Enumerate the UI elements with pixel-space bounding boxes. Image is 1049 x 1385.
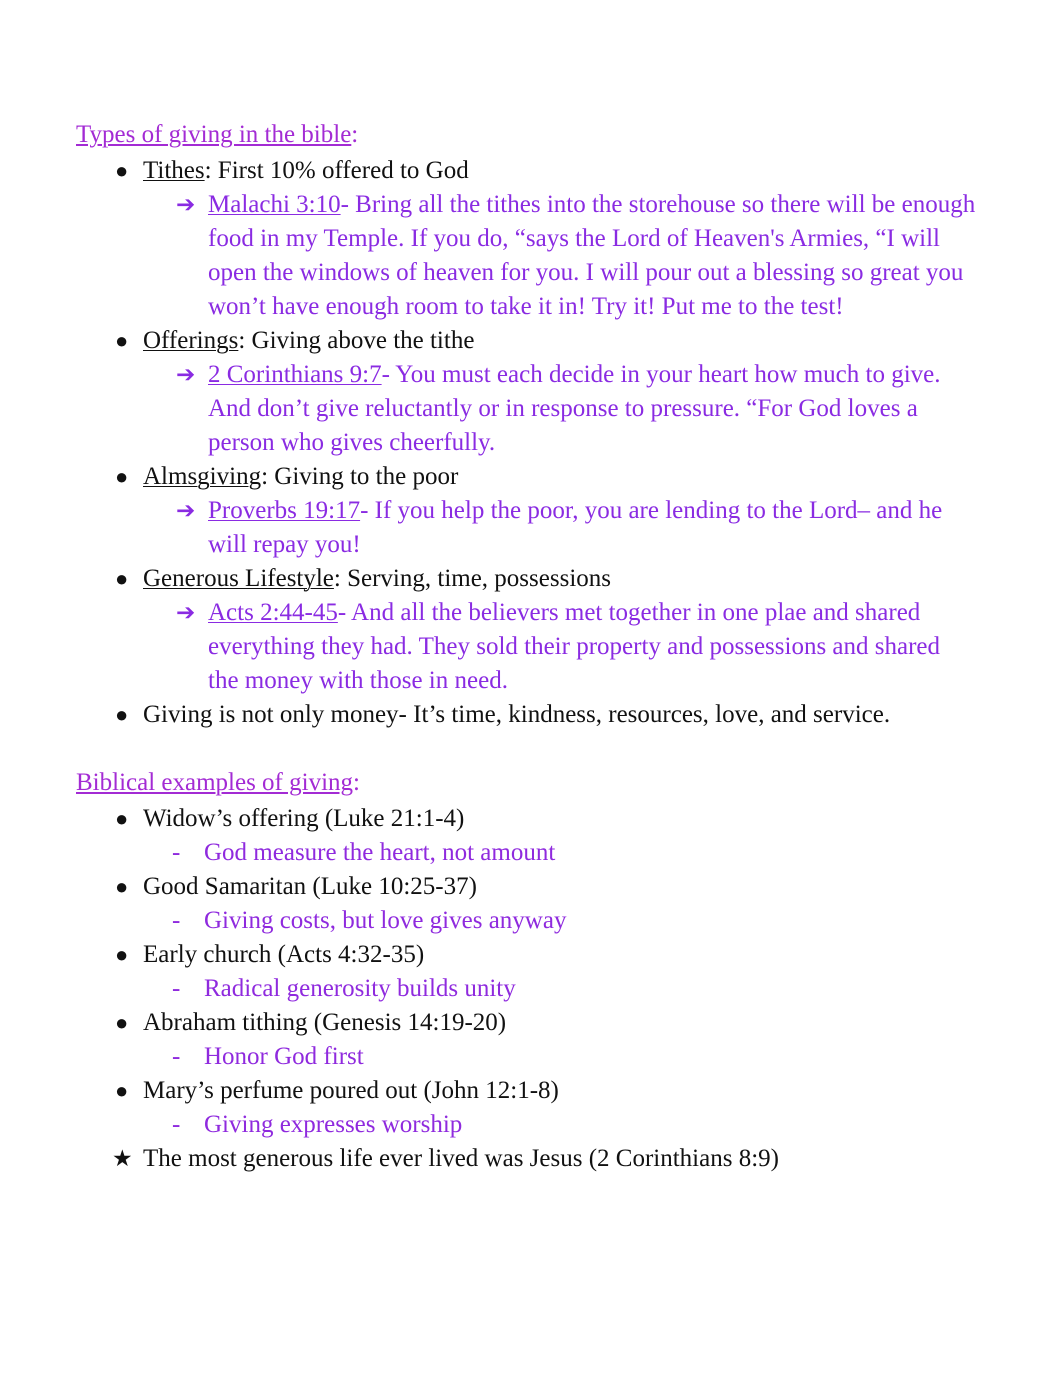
list-item-text: Early church (Acts 4:32-35) [143,941,425,968]
list-item-text: Good Samaritan (Luke 10:25-37) [143,873,477,900]
bullet-dot-icon: ● [115,158,129,183]
note-item [76,972,976,1006]
scripture-reference: Proverbs 19:17 [208,497,361,524]
scripture-text: - If you help the poor, you are lending to the Lord– and he will repay you! [208,497,943,558]
note-item [76,836,976,870]
section-heading-colon: : [351,121,359,148]
dash-bullet-icon: - [172,1043,181,1070]
list-item [76,324,976,358]
dash-bullet-icon: - [172,1111,181,1138]
arrow-right-icon: ➔ [176,600,196,626]
scripture-item [76,358,976,460]
scripture-item [76,188,976,324]
list-item-term: Offerings [143,327,239,354]
list-item-term: Almsgiving [143,463,262,490]
scripture-item [76,494,976,562]
list-item-term: Tithes [143,157,205,184]
bullet-dot-icon: ● [115,1010,129,1035]
note-text: Honor God first [204,1043,364,1070]
closing-statement [76,1142,976,1176]
list-item [76,562,976,596]
note-text: Radical generosity builds unity [204,975,516,1002]
bullet-dot-icon: ● [115,1078,129,1103]
bullet-dot-icon: ● [115,328,129,353]
scripture-text: - And all the believers met together in one plae and shared everything they had. They sold their property and possessions and shared the money with those in need. [208,599,941,694]
arrow-right-icon: ➔ [176,192,196,218]
note-item [76,904,976,938]
note-content [76,118,976,1176]
dash-bullet-icon: - [172,907,181,934]
list-item [76,802,976,836]
section-heading-text: Types of giving in the bible [76,121,352,148]
section-biblical-examples [76,766,976,1176]
note-text: Giving costs, but love gives anyway [204,907,567,934]
list-item-text: : Serving, time, possessions [333,565,611,592]
list-item [76,460,976,494]
list-item-text: Widow’s offering (Luke 21:1-4) [143,805,465,832]
arrow-right-icon: ➔ [176,362,196,388]
list-item [76,870,976,904]
note-text: Giving expresses worship [204,1111,463,1138]
section-heading-text: Biblical examples of giving [76,769,354,796]
section-spacer [76,732,976,766]
note-item [76,1040,976,1074]
list-item [76,154,976,188]
scripture-text: - You must each decide in your heart how much to give. And don’t give reluctantly or in response to pressure. “For God loves a person who gives cheerfully. [208,361,941,456]
scripture-item [76,596,976,698]
list-item [76,1074,976,1108]
list-item [76,938,976,972]
bullet-dot-icon: ● [115,702,129,727]
closing-statement-text: The most generous life ever lived was Jesus (2 Corinthians 8:9) [143,1145,779,1172]
star-bullet-icon: ★ [112,1146,133,1171]
bullet-dot-icon: ● [115,806,129,831]
section-heading-colon: : [353,769,360,796]
list-item-term: Generous Lifestyle [143,565,334,592]
list-item-text: : Giving to the poor [261,463,459,490]
list-item-text: : Giving above the tithe [238,327,475,354]
bullet-dot-icon: ● [115,874,129,899]
note-text: God measure the heart, not amount [204,839,556,866]
list-item-text: Mary’s perfume poured out (John 12:1-8) [143,1077,559,1104]
lemon8-watermark [52,1240,222,1306]
bullet-dot-icon: ● [115,566,129,591]
scripture-text: - Bring all the tithes into the storehouse so there will be enough food in my Temple. If you do, “says the Lord of Heaven's Armies, “I will open the windows of heaven for you. I will pour out a blessing so great you won’t have enough room to take it in! Try it! Put me to the test! [208,191,976,320]
section-heading-biblical-examples [76,766,976,800]
dash-bullet-icon: - [172,839,181,866]
list-item-text: : First 10% offered to God [204,157,469,184]
list-item [76,698,976,732]
note-item [76,1108,976,1142]
arrow-right-icon: ➔ [176,498,196,524]
scripture-reference: Acts 2:44-45 [208,599,338,626]
section-types-of-giving [76,118,976,732]
list-item-text: Giving is not only money- It’s time, kindness, resources, love, and service. [143,701,891,728]
scripture-reference: Malachi 3:10 [208,191,341,218]
bullet-dot-icon: ● [115,942,129,967]
bullet-dot-icon: ● [115,464,129,489]
list-item [76,1006,976,1040]
list-item-text: Abraham tithing (Genesis 14:19-20) [143,1009,507,1036]
dash-bullet-icon: - [172,975,181,1002]
section-heading-types-of-giving [76,118,976,152]
scripture-reference: 2 Corinthians 9:7 [208,361,382,388]
